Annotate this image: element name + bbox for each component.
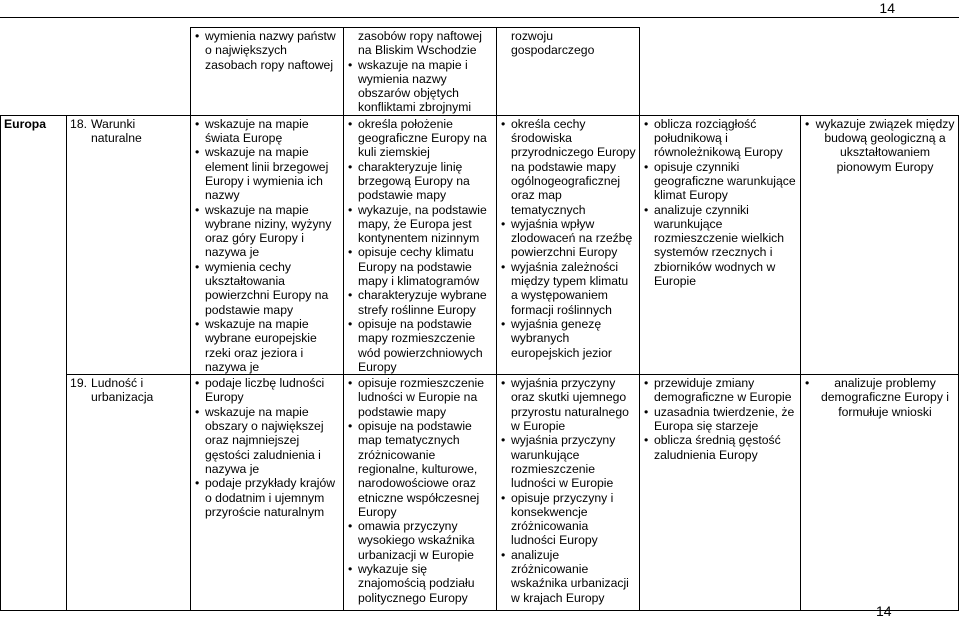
bullet-list bbox=[500, 376, 636, 605]
cell-basic-3 bbox=[497, 115, 640, 374]
cell-basic-1 bbox=[191, 115, 344, 374]
bullet-list bbox=[347, 117, 493, 374]
list-item: • charakteryzuje linię brzegową Europy na podstawie mapy bbox=[347, 160, 493, 203]
topic-cell-empty bbox=[67, 28, 191, 116]
curriculum-table bbox=[0, 27, 959, 611]
bullet-list bbox=[804, 117, 955, 174]
list-item: • podaje przykłady krajów o dodatnim i ujemnym przyroście naturalnym bbox=[194, 476, 340, 519]
bullet-list bbox=[347, 29, 493, 115]
bullet-list bbox=[347, 376, 493, 605]
topic-heading bbox=[70, 117, 187, 146]
list-item: • wyjaśnia przyczyny oraz skutki ujemnego przyrostu naturalnego w Europie bbox=[500, 376, 636, 433]
list-item: • analizuje czynniki warunkujące rozmieszczenie wielkich systemów rzecznych i zbiorników wodnych w Europie bbox=[643, 203, 797, 289]
cell-extended-1 bbox=[640, 115, 801, 374]
topic-name: Warunki naturalne bbox=[91, 116, 142, 146]
header-rule bbox=[0, 17, 959, 18]
cell-extended-2 bbox=[801, 375, 959, 611]
region-cell bbox=[1, 115, 67, 610]
table-row-continuation bbox=[1, 28, 959, 116]
list-item: • wykazuje, na podstawie mapy, że Europa jest kontynentem nizinnym bbox=[347, 203, 493, 246]
table-row-topic-18 bbox=[1, 115, 959, 374]
bullet-list bbox=[643, 376, 797, 462]
list-item: zasobów ropy naftowej na Bliskim Wschodzie bbox=[358, 29, 482, 58]
list-item: • wyjaśnia przyczyny warunkujące rozmieszczenie ludności w Europie bbox=[500, 433, 636, 490]
list-item: • oblicza rozciągłość południkową i równoleżnikową Europy bbox=[643, 117, 797, 160]
list-item: • opisuje czynniki geograficzne warunkujące klimat Europy bbox=[643, 160, 797, 203]
bullet-list bbox=[500, 117, 636, 360]
region-cell-empty bbox=[1, 28, 67, 116]
cell-basic-3 bbox=[497, 28, 640, 116]
list-item: • wskazuje na mapie wybrane niziny, wyżyny oraz góry Europy i nazywa je bbox=[194, 203, 340, 260]
bullet-list bbox=[500, 29, 636, 58]
table-row-topic-19 bbox=[1, 375, 959, 611]
cell-basic-1 bbox=[191, 375, 344, 611]
list-item: • przewiduje zmiany demograficzne w Europie bbox=[643, 376, 797, 405]
list-item: • opisuje na podstawie map tematycznych zróżnicowanie regionalne, kulturowe, narodowościowe oraz etniczne współczesnej Europy bbox=[347, 419, 493, 519]
list-item: • wyjaśnia wpływ zlodowaceń na rzeźbę powierzchni Europy bbox=[500, 217, 636, 260]
cell-basic-2 bbox=[344, 115, 497, 374]
list-item: • opisuje cechy klimatu Europy na podstawie mapy i klimatogramów bbox=[347, 245, 493, 288]
list-item: • opisuje przyczyny i konsekwencje zróżnicowania ludności Europy bbox=[500, 491, 636, 548]
list-item bbox=[804, 117, 955, 174]
list-item: • wskazuje na mapie obszary o największej oraz najmniejszej gęstości zaludnienia i nazywa je bbox=[194, 405, 340, 476]
list-item: rozwoju gospodarczego bbox=[511, 29, 595, 58]
cell-empty bbox=[801, 28, 959, 116]
list-item: • wykazuje się znajomością podziału politycznego Europy bbox=[347, 562, 493, 605]
list-item: • oblicza średnią gęstość zaludnienia Europy bbox=[643, 433, 797, 462]
cell-basic-1 bbox=[191, 28, 344, 116]
topic-name: Ludność i urbanizacja bbox=[91, 376, 154, 405]
cell-basic-2 bbox=[344, 375, 497, 611]
bullet-list bbox=[194, 29, 340, 72]
page-number-bottom: 14 bbox=[876, 603, 892, 619]
list-item: • wyjaśnia genezę wybranych europejskich jezior bbox=[500, 317, 636, 360]
cell-extended-2 bbox=[801, 115, 959, 374]
list-item: • opisuje rozmieszczenie ludności w Europie na podstawie mapy bbox=[347, 376, 493, 419]
list-item: • określa cechy środowiska przyrodniczego Europy na podstawie mapy ogólnogeograficznej oraz map tematycznych bbox=[500, 117, 636, 217]
topic-number: 19. bbox=[70, 376, 87, 391]
cell-basic-2 bbox=[344, 28, 497, 116]
cell-empty bbox=[640, 28, 801, 116]
list-item: • wskazuje na mapie i wymienia nazwy obszarów objętych konfliktami zbrojnymi bbox=[347, 58, 493, 115]
topic-number: 18. bbox=[70, 116, 87, 131]
cell-extended-1 bbox=[640, 375, 801, 611]
page-number-top: 14 bbox=[879, 0, 895, 16]
list-item: • wymienia cechy ukształtowania powierzchni Europy na podstawie mapy bbox=[194, 260, 340, 317]
list-item: • charakteryzuje wybrane strefy roślinne Europy bbox=[347, 288, 493, 317]
list-item: • wymienia nazwy państw o największych zasobach ropy naftowej bbox=[194, 29, 340, 72]
bullet-list bbox=[194, 376, 340, 519]
list-item: • określa położenie geograficzne Europy na kuli ziemskiej bbox=[347, 117, 493, 160]
list-item: • wskazuje na mapie wybrane europejskie rzeki oraz jeziora i nazywa je bbox=[194, 317, 340, 374]
bullet-list bbox=[194, 117, 340, 374]
bullet-list bbox=[804, 376, 955, 419]
list-item: • omawia przyczyny wysokiego wskaźnika urbanizacji w Europie bbox=[347, 519, 493, 562]
topic-heading bbox=[70, 376, 187, 405]
topic-cell bbox=[67, 375, 191, 611]
list-item-text: • analizuje problemy demograficzne Europy i formułuje wnioski bbox=[820, 376, 950, 419]
list-item: • analizuje zróżnicowanie wskaźnika urbanizacji w krajach Europy bbox=[500, 548, 636, 605]
list-item: • wskazuje na mapie świata Europę bbox=[194, 117, 340, 146]
list-item-text: • wykazuje związek między budową geologiczną a ukształtowaniem pionowym Europy bbox=[815, 116, 955, 174]
cell-basic-3 bbox=[497, 375, 640, 611]
list-item: • uzasadnia twierdzenie, że Europa się starzeje bbox=[643, 405, 797, 434]
bullet-list bbox=[643, 117, 797, 289]
list-item: • wyjaśnia zależności między typem klimatu a występowaniem formacji roślinnych bbox=[500, 260, 636, 317]
list-item bbox=[804, 376, 955, 419]
list-item: • opisuje na podstawie mapy rozmieszczenie wód powierzchniowych Europy bbox=[347, 317, 493, 374]
list-item: • podaje liczbę ludności Europy bbox=[194, 376, 340, 405]
topic-cell bbox=[67, 115, 191, 374]
region-label: Europa bbox=[4, 116, 46, 131]
list-item: • wskazuje na mapie element linii brzegowej Europy i wymienia ich nazwy bbox=[194, 145, 340, 202]
